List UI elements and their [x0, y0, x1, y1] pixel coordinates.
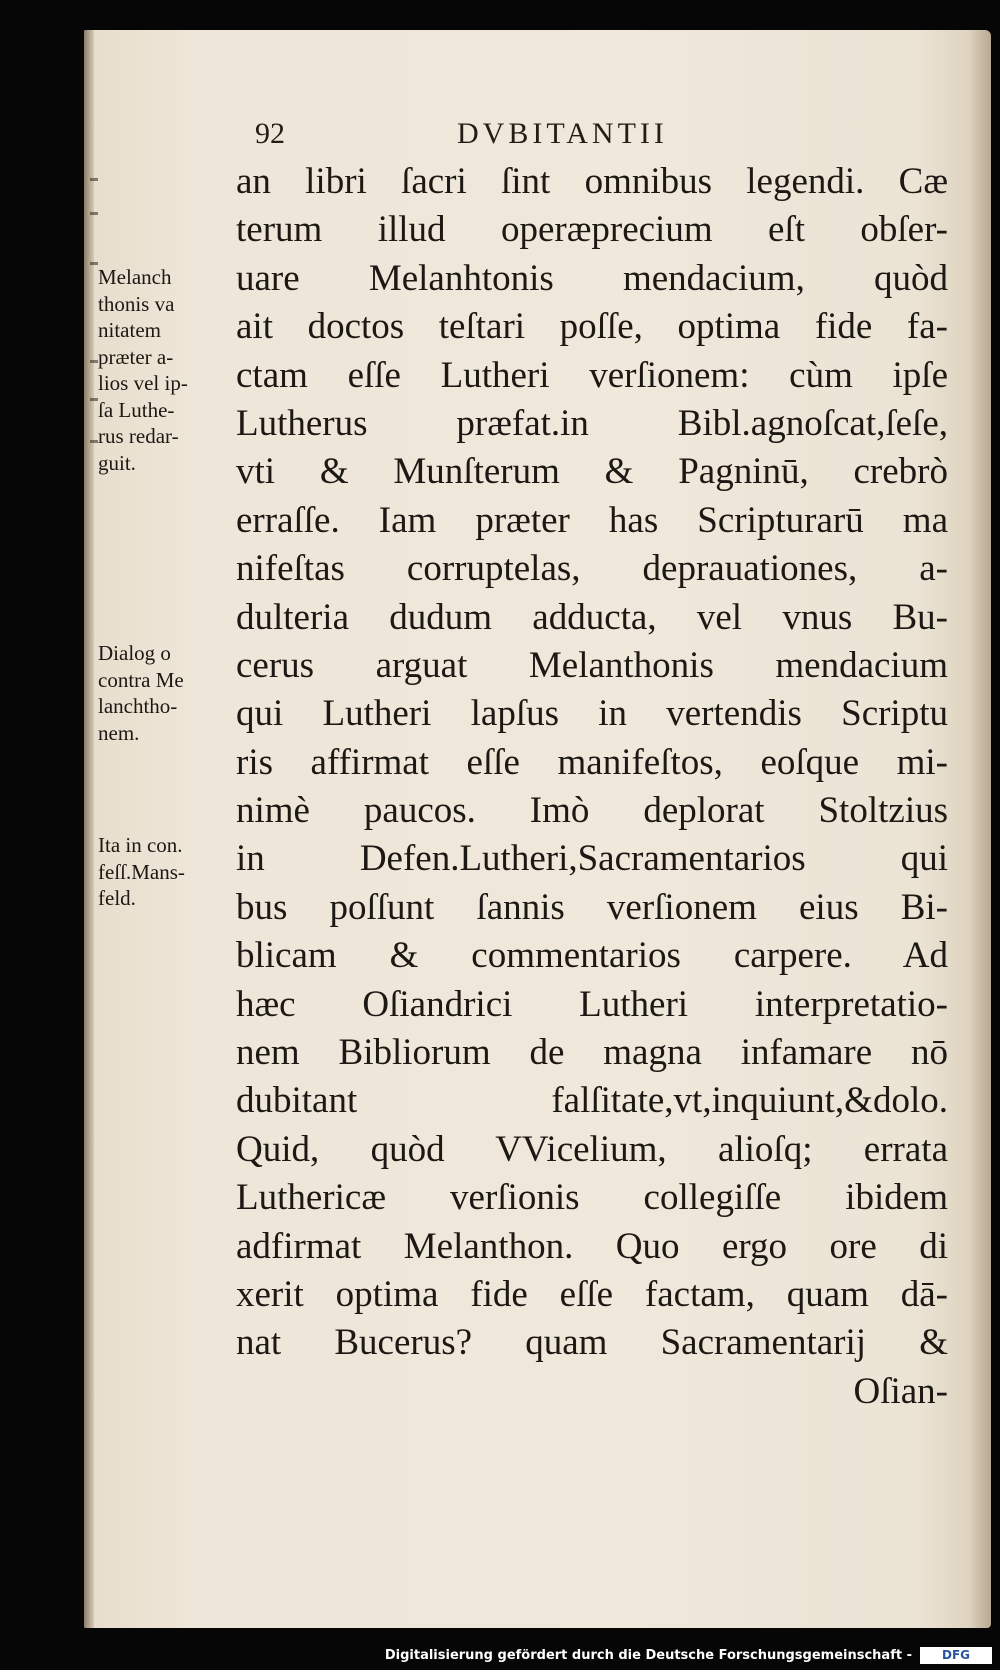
- text-line: Luthericæ verſionis collegiſſe ibidem: [236, 1177, 948, 1219]
- margin-note-line: nem.: [98, 720, 140, 745]
- bleed-mark: [90, 398, 98, 405]
- margin-note: [98, 832, 240, 912]
- margin-note-line: guit.: [98, 450, 136, 475]
- margin-note-line: feſſ.Mans-: [98, 859, 185, 884]
- bleed-mark: [90, 360, 98, 367]
- text-line: vti & Munſterum & Pagninū, crebrò: [236, 451, 948, 493]
- text-line: erraſſe. Iam præter has Scripturarū ma: [236, 499, 948, 541]
- bleed-mark: [90, 440, 98, 447]
- page-number: 92: [255, 117, 285, 150]
- margin-note-line: contra Me: [98, 667, 184, 692]
- margin-note-line: nitatem: [98, 318, 161, 342]
- margin-note-line: Ita in con.: [98, 833, 183, 857]
- margin-note-line: thonis va: [98, 291, 175, 316]
- catchword: Oſian-: [853, 1370, 948, 1412]
- bleed-mark: [90, 262, 98, 269]
- body-text: [236, 158, 948, 1416]
- running-title: DVBITANTII: [457, 117, 668, 150]
- text-line: hæc Oſiandrici Lutheri interpretatio-: [236, 983, 948, 1025]
- text-line: dulteria dudum adducta, vel vnus Bu-: [236, 596, 948, 638]
- margin-note: [98, 640, 240, 746]
- dfg-logo: DFG: [920, 1647, 992, 1664]
- text-line: nifeſtas corruptelas, deprauationes, a-: [236, 548, 948, 590]
- funding-credit: Digitalisierung gefördert durch die Deutsche Forschungsgemeinschaft -: [384, 1648, 912, 1663]
- margin-note-line: præter a-: [98, 344, 174, 369]
- text-line: qui Lutheri lapſus in vertendis Scriptu: [236, 693, 948, 735]
- text-line: nat Bucerus? quam Sacramentarij &: [236, 1322, 948, 1364]
- text-line: an libri ſacri ſint omnibus legendi. Cæ: [236, 161, 948, 202]
- text-line: ait doctos teſtari poſſe, optima fide fa-: [236, 306, 948, 348]
- text-line: cerus arguat Melanthonis mendacium: [236, 644, 948, 686]
- text-line: terum illud operæprecium eſt obſer-: [236, 209, 948, 251]
- text-line: in Defen.Lutheri,Sacramentarios qui: [236, 838, 948, 880]
- margin-note-line: lios vel ip-: [98, 371, 188, 395]
- text-line: Lutherus præfat.in Bibl.agnoſcat,ſeſe,: [236, 402, 948, 444]
- text-line: ctam eſſe Lutheri verſionem: cùm ipſe: [236, 354, 948, 396]
- text-line: xerit optima fide eſſe factam, quam dā-: [236, 1273, 948, 1315]
- text-line: uare Melanhtonis mendacium, quòd: [236, 257, 948, 299]
- margin-note-line: Dialog o: [98, 641, 171, 665]
- margin-note-line: ſa Luthe-: [98, 397, 175, 422]
- margin-note-line: rus redar-: [98, 424, 179, 448]
- text-line: dubitant falſitate,vt,inquiunt,&dolo.: [236, 1080, 948, 1122]
- running-header: [255, 117, 855, 157]
- bleed-mark: [90, 178, 98, 185]
- text-line: adfirmat Melanthon. Quo ergo ore di: [236, 1225, 948, 1267]
- margin-note: [98, 264, 240, 476]
- text-line: bus poſſunt ſannis verſionem eius Bi-: [236, 886, 948, 928]
- bleed-mark: [90, 212, 98, 219]
- margin-note-line: feld.: [98, 886, 136, 910]
- text-line: nem Bibliorum de magna infamare nō: [236, 1032, 948, 1074]
- text-line: ris affirmat eſſe manifeſtos, eoſque mi-: [236, 741, 948, 783]
- margin-note-line: Melanch: [98, 265, 172, 289]
- text-line: nimè paucos. Imò deplorat Stoltzius: [236, 790, 948, 832]
- margin-note-line: lanchtho-: [98, 694, 178, 718]
- footer-bar: [0, 1640, 1000, 1670]
- text-line: blicam & commentarios carpere. Ad: [236, 935, 948, 977]
- text-line: Quid, quòd VVicelium, alioſq; errata: [236, 1128, 948, 1170]
